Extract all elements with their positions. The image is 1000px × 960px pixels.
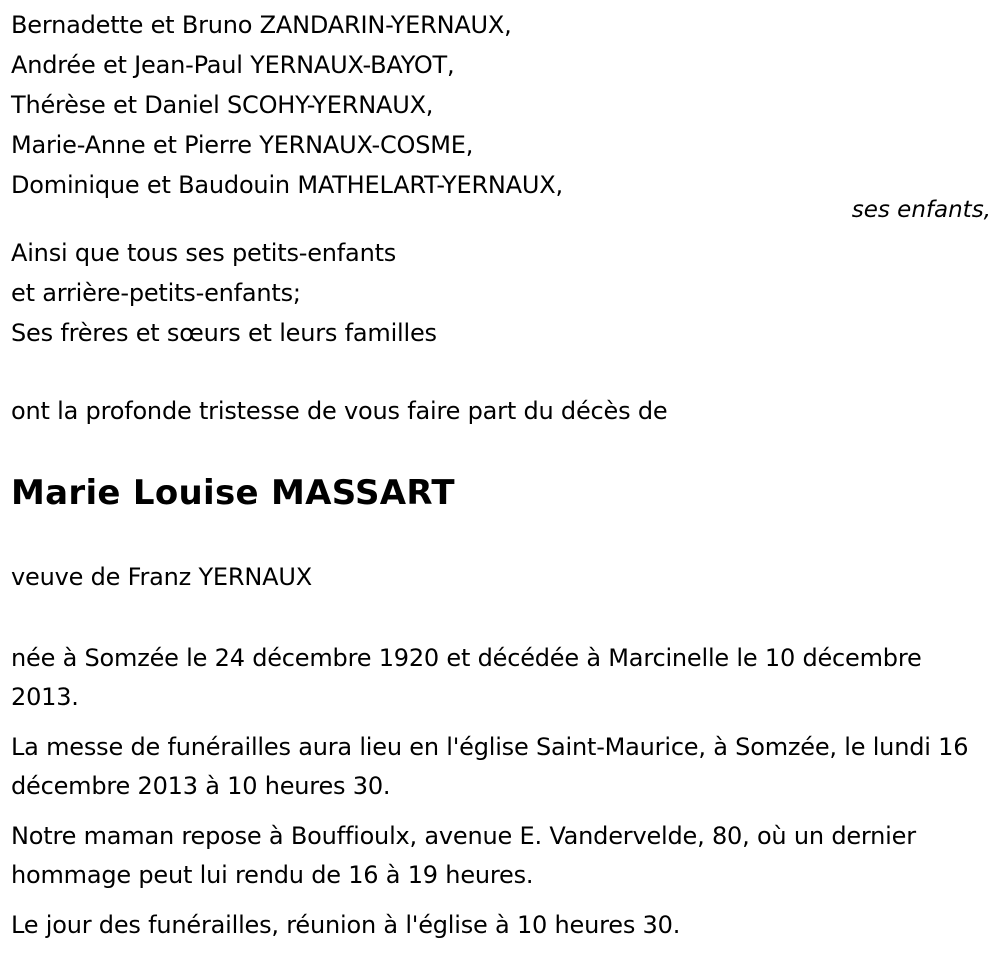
family-entry: Ses frères et sœurs et leurs familles	[11, 319, 437, 347]
viewing-info: Notre maman repose à Bouffioulx, avenue E. Vandervelde, 80, où un dernier hommage peut lui rendu de 16 à 19 heures.	[11, 822, 916, 889]
family-entry: Ainsi que tous ses petits-enfants	[11, 239, 397, 267]
birth-death-info: née à Somzée le 24 décembre 1920 et décédée à Marcinelle le 10 décembre 2013.	[11, 644, 922, 711]
meeting-info: Le jour des funérailles, réunion à l'église à 10 heures 30.	[11, 911, 681, 939]
child-entry: Andrée et Jean-Paul YERNAUX-BAYOT,	[11, 51, 455, 79]
family-list	[11, 233, 991, 353]
children-list	[11, 5, 991, 205]
funeral-mass-info: La messe de funérailles aura lieu en l'église Saint-Maurice, à Somzée, le lundi 16 décembre 2013 à 10 heures 30.	[11, 733, 969, 800]
child-entry: Dominique et Baudouin MATHELART-YERNAUX,	[11, 171, 563, 199]
children-label: ses enfants,	[851, 197, 991, 223]
child-entry: Bernadette et Bruno ZANDARIN-YERNAUX,	[11, 11, 512, 39]
widow-of: veuve de Franz YERNAUX	[11, 563, 312, 591]
obituary-notice	[11, 5, 991, 956]
announcement-intro: ont la profonde tristesse de vous faire part du décès de	[11, 397, 668, 425]
deceased-name: Marie Louise MASSART	[11, 473, 455, 513]
child-entry: Thérèse et Daniel SCOHY-YERNAUX,	[11, 91, 434, 119]
family-entry: et arrière-petits-enfants;	[11, 279, 301, 307]
funeral-details	[11, 639, 991, 945]
child-entry: Marie-Anne et Pierre YERNAUX-COSME,	[11, 131, 474, 159]
